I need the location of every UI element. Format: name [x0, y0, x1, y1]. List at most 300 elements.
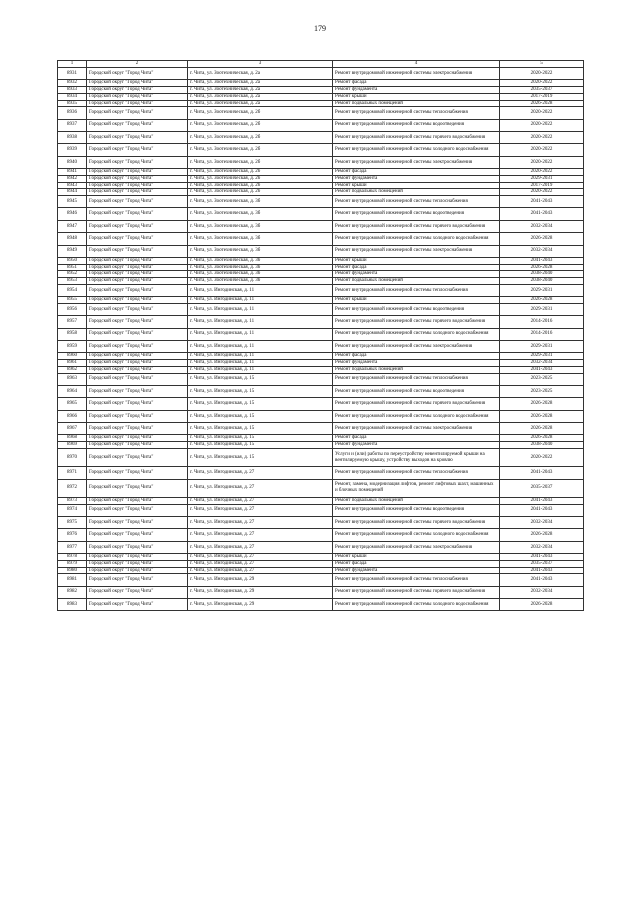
period-cell: 2038-2040: [500, 271, 584, 278]
repair-schedule-table: [57, 60, 584, 611]
column-header-4: 4: [333, 61, 500, 68]
period-cell: 2041-2043: [500, 257, 584, 264]
work-type-cell: Ремонт крыши: [333, 257, 500, 264]
table-row: [58, 479, 584, 497]
address-cell: г. Чита, ул. Ингодинская, д. 27: [188, 504, 333, 516]
municipality-cell: Городской округ "Город Чита": [87, 284, 188, 296]
address-cell: г. Чита, ул. Ингодинская, д. 27: [188, 529, 333, 541]
period-cell: 2032-2034: [500, 586, 584, 598]
table-row: [58, 257, 584, 264]
address-cell: г. Чита, ул. Ингодинская, д. 15: [188, 448, 333, 466]
table-row: [58, 423, 584, 435]
work-type-cell: Ремонт внутридомовой инженерной системы теплоснабжения: [333, 195, 500, 207]
address-cell: г. Чита, ул. Зоотехническая, д. 2а: [188, 100, 333, 107]
work-type-cell: Ремонт подвальных помещений: [333, 189, 500, 196]
table-row: [58, 169, 584, 176]
period-cell: 2026-2028: [500, 599, 584, 611]
table-row: [58, 100, 584, 107]
table-row: [58, 144, 584, 156]
municipality-cell: Городской округ "Город Чита": [87, 233, 188, 245]
row-number-cell: 8936: [58, 107, 87, 119]
address-cell: г. Чита, ул. Зоотехническая, д. 3б: [188, 257, 333, 264]
table-row: [58, 316, 584, 328]
table-header: [58, 61, 584, 68]
row-number-cell: 8957: [58, 316, 87, 328]
municipality-cell: Городской округ "Город Чита": [87, 264, 188, 271]
municipality-cell: Городской округ "Город Чита": [87, 541, 188, 553]
address-cell: г. Чита, ул. Зоотехническая, д. 2а: [188, 80, 333, 87]
table-row: [58, 410, 584, 422]
address-cell: г. Чита, ул. Ингодинская, д. 27: [188, 467, 333, 479]
address-cell: г. Чита, ул. Ингодинская, д. 11: [188, 341, 333, 353]
municipality-cell: Городской округ "Город Чита": [87, 479, 188, 497]
work-type-cell: Ремонт внутридомовой инженерной системы теплоснабжения: [333, 107, 500, 119]
address-cell: г. Чита, ул. Зоотехническая, д. 2б: [188, 107, 333, 119]
address-cell: г. Чита, ул. Ингодинская, д. 15: [188, 423, 333, 435]
table-row: [58, 264, 584, 271]
period-cell: 2032-2034: [500, 360, 584, 367]
table-row: [58, 328, 584, 340]
row-number-cell: 8933: [58, 87, 87, 94]
address-cell: г. Чита, ул. Зоотехническая, д. 2а: [188, 87, 333, 94]
row-number-cell: 8941: [58, 169, 87, 176]
table-row: [58, 398, 584, 410]
table-row: [58, 353, 584, 360]
table-row: [58, 208, 584, 220]
work-type-cell: Ремонт внутридомовой инженерной системы горячего водоснабжения: [333, 516, 500, 528]
municipality-cell: Городской округ "Город Чита": [87, 341, 188, 353]
column-header-3: 3: [188, 61, 333, 68]
address-cell: г. Чита, ул. Зоотехническая, д. 2а: [188, 93, 333, 100]
period-cell: 2035-2037: [500, 560, 584, 567]
row-number-cell: 8964: [58, 385, 87, 397]
address-cell: г. Чита, ул. Зоотехническая, д. 2б: [188, 189, 333, 196]
row-number-cell: 8940: [58, 156, 87, 168]
period-cell: 2041-2043: [500, 554, 584, 561]
municipality-cell: Городской округ "Город Чита": [87, 131, 188, 143]
work-type-cell: Ремонт внутридомовой инженерной системы водоотведения: [333, 504, 500, 516]
row-number-cell: 8931: [58, 68, 87, 80]
period-cell: 2026-2028: [500, 410, 584, 422]
work-type-cell: Ремонт внутридомовой инженерной системы холодного водоснабжения: [333, 529, 500, 541]
address-cell: г. Чита, ул. Ингодинская, д. 15: [188, 410, 333, 422]
work-type-cell: Ремонт внутридомовой инженерной системы электроснабжения: [333, 68, 500, 80]
column-header-5: 5: [500, 61, 584, 68]
work-type-cell: Ремонт внутридомовой инженерной системы электроснабжения: [333, 341, 500, 353]
address-cell: г. Чита, ул. Ингодинская, д. 15: [188, 435, 333, 442]
period-cell: 2017-2019: [500, 182, 584, 189]
municipality-cell: Городской округ "Город Чита": [87, 467, 188, 479]
municipality-cell: Городской округ "Город Чита": [87, 87, 188, 94]
period-cell: 2014-2016: [500, 316, 584, 328]
address-cell: г. Чита, ул. Зоотехническая, д. 2б: [188, 169, 333, 176]
row-number-cell: 8934: [58, 93, 87, 100]
period-cell: 2026-2028: [500, 435, 584, 442]
table-row: [58, 435, 584, 442]
page-number: 179: [314, 24, 326, 33]
work-type-cell: Ремонт фасада: [333, 80, 500, 87]
work-type-cell: Ремонт подвальных помещений: [333, 100, 500, 107]
municipality-cell: Городской округ "Город Чита": [87, 271, 188, 278]
address-cell: г. Чита, ул. Ингодинская, д. 27: [188, 567, 333, 574]
row-number-cell: 8932: [58, 80, 87, 87]
period-cell: 2038-2040: [500, 442, 584, 449]
table-row: [58, 373, 584, 385]
municipality-cell: Городской округ "Город Чита": [87, 360, 188, 367]
period-cell: 2020-2022: [500, 119, 584, 131]
period-cell: 2014-2016: [500, 328, 584, 340]
work-type-cell: Ремонт крыши: [333, 554, 500, 561]
municipality-cell: Городской округ "Город Чита": [87, 554, 188, 561]
row-number-cell: 8970: [58, 448, 87, 466]
row-number-cell: 8977: [58, 541, 87, 553]
table-row: [58, 599, 584, 611]
row-number-cell: 8945: [58, 195, 87, 207]
work-type-cell: Ремонт внутридомовой инженерной системы горячего водоснабжения: [333, 398, 500, 410]
row-number-cell: 8968: [58, 435, 87, 442]
address-cell: г. Чита, ул. Зоотехническая, д. 2б: [188, 119, 333, 131]
work-type-cell: Ремонт фасада: [333, 264, 500, 271]
table-row: [58, 366, 584, 373]
municipality-cell: Городской округ "Город Чита": [87, 297, 188, 304]
period-cell: 2026-2028: [500, 398, 584, 410]
address-cell: г. Чита, ул. Зоотехническая, д. 3б: [188, 245, 333, 257]
row-number-cell: 8962: [58, 366, 87, 373]
table-row: [58, 360, 584, 367]
row-number-cell: 8974: [58, 504, 87, 516]
work-type-cell: Ремонт фундамента: [333, 442, 500, 449]
row-number-cell: 8948: [58, 233, 87, 245]
period-cell: 2032-2034: [500, 516, 584, 528]
address-cell: г. Чита, ул. Ингодинская, д. 11: [188, 328, 333, 340]
address-cell: г. Чита, ул. Ингодинская, д. 29: [188, 586, 333, 598]
municipality-cell: Городской округ "Город Чита": [87, 448, 188, 466]
table-row: [58, 303, 584, 315]
address-cell: г. Чита, ул. Ингодинская, д. 11: [188, 353, 333, 360]
address-cell: г. Чита, ул. Зоотехническая, д. 2б: [188, 131, 333, 143]
municipality-cell: Городской округ "Город Чита": [87, 366, 188, 373]
row-number-cell: 8960: [58, 353, 87, 360]
table-row: [58, 442, 584, 449]
table-row: [58, 119, 584, 131]
column-header-1: 1: [58, 61, 87, 68]
work-type-cell: Ремонт фундамента: [333, 360, 500, 367]
period-cell: 2020-2022: [500, 189, 584, 196]
address-cell: г. Чита, ул. Ингодинская, д. 15: [188, 385, 333, 397]
period-cell: 2020-2022: [500, 107, 584, 119]
table-row: [58, 504, 584, 516]
address-cell: г. Чита, ул. Зоотехническая, д. 2б: [188, 156, 333, 168]
period-cell: 2041-2043: [500, 195, 584, 207]
municipality-cell: Городской округ "Город Чита": [87, 100, 188, 107]
work-type-cell: Ремонт внутридомовой инженерной системы холодного водоснабжения: [333, 410, 500, 422]
period-cell: 2023-2025: [500, 373, 584, 385]
work-type-cell: Ремонт подвальных помещений: [333, 278, 500, 285]
row-number-cell: 8969: [58, 442, 87, 449]
table-row: [58, 297, 584, 304]
municipality-cell: Городской округ "Город Чита": [87, 599, 188, 611]
row-number-cell: 8979: [58, 560, 87, 567]
address-cell: г. Чита, ул. Зоотехническая, д. 2б: [188, 182, 333, 189]
municipality-cell: Городской округ "Город Чита": [87, 195, 188, 207]
work-type-cell: Ремонт фундамента: [333, 87, 500, 94]
municipality-cell: Городской округ "Город Чита": [87, 144, 188, 156]
table-row: [58, 385, 584, 397]
table-row: [58, 554, 584, 561]
table-row: [58, 560, 584, 567]
address-cell: г. Чита, ул. Зоотехническая, д. 2б: [188, 175, 333, 182]
period-cell: 2029-2031: [500, 284, 584, 296]
address-cell: г. Чита, ул. Ингодинская, д. 11: [188, 297, 333, 304]
row-number-cell: 8952: [58, 271, 87, 278]
work-type-cell: Ремонт фасада: [333, 560, 500, 567]
header-row: [58, 61, 584, 68]
municipality-cell: Городской округ "Город Чита": [87, 529, 188, 541]
period-cell: 2035-2037: [500, 479, 584, 497]
address-cell: г. Чита, ул. Зоотехническая, д. 3б: [188, 264, 333, 271]
table-row: [58, 574, 584, 586]
table-row: [58, 220, 584, 232]
period-cell: 2020-2022: [500, 80, 584, 87]
address-cell: г. Чита, ул. Зоотехническая, д. 3б: [188, 208, 333, 220]
municipality-cell: Городской округ "Город Чита": [87, 107, 188, 119]
municipality-cell: Городской округ "Город Чита": [87, 504, 188, 516]
row-number-cell: 8956: [58, 303, 87, 315]
period-cell: 2032-2034: [500, 541, 584, 553]
period-cell: 2041-2043: [500, 366, 584, 373]
work-type-cell: Ремонт подвальных помещений: [333, 366, 500, 373]
row-number-cell: 8961: [58, 360, 87, 367]
municipality-cell: Городской округ "Город Чита": [87, 182, 188, 189]
period-cell: 2020-2022: [500, 131, 584, 143]
period-cell: 2041-2043: [500, 497, 584, 504]
work-type-cell: Ремонт крыши: [333, 93, 500, 100]
municipality-cell: Городской округ "Город Чита": [87, 442, 188, 449]
period-cell: 2032-2034: [500, 245, 584, 257]
row-number-cell: 8944: [58, 189, 87, 196]
municipality-cell: Городской округ "Город Чита": [87, 574, 188, 586]
municipality-cell: Городской округ "Город Чита": [87, 189, 188, 196]
work-type-cell: Ремонт внутридомовой инженерной системы холодного водоснабжения: [333, 599, 500, 611]
work-type-cell: Ремонт фасада: [333, 435, 500, 442]
address-cell: г. Чита, ул. Ингодинская, д. 11: [188, 360, 333, 367]
period-cell: 2029-2031: [500, 303, 584, 315]
address-cell: г. Чита, ул. Ингодинская, д. 11: [188, 284, 333, 296]
period-cell: 2026-2028: [500, 297, 584, 304]
work-type-cell: Ремонт фасада: [333, 169, 500, 176]
municipality-cell: Городской округ "Город Чита": [87, 80, 188, 87]
row-number-cell: 8946: [58, 208, 87, 220]
municipality-cell: Городской округ "Город Чита": [87, 586, 188, 598]
row-number-cell: 8955: [58, 297, 87, 304]
address-cell: г. Чита, ул. Зоотехническая, д. 3б: [188, 278, 333, 285]
municipality-cell: Городской округ "Город Чита": [87, 398, 188, 410]
row-number-cell: 8967: [58, 423, 87, 435]
period-cell: 2020-2022: [500, 448, 584, 466]
work-type-cell: Ремонт внутридомовой инженерной системы горячего водоснабжения: [333, 586, 500, 598]
work-type-cell: Услуги и (или) работы по переустройству невентилируемой крыши на вентилируемую крышу, устройству выходов на кровлю: [333, 448, 500, 466]
municipality-cell: Городской округ "Город Чита": [87, 435, 188, 442]
municipality-cell: Городской округ "Город Чита": [87, 93, 188, 100]
row-number-cell: 8943: [58, 182, 87, 189]
work-type-cell: Ремонт внутридомовой инженерной системы горячего водоснабжения: [333, 220, 500, 232]
municipality-cell: Городской округ "Город Чита": [87, 410, 188, 422]
row-number-cell: 8958: [58, 328, 87, 340]
municipality-cell: Городской округ "Город Чита": [87, 278, 188, 285]
table-row: [58, 271, 584, 278]
municipality-cell: Городской округ "Город Чита": [87, 245, 188, 257]
work-type-cell: Ремонт внутридомовой инженерной системы водоотведения: [333, 119, 500, 131]
period-cell: 2020-2022: [500, 68, 584, 80]
municipality-cell: Городской округ "Город Чита": [87, 156, 188, 168]
table-row: [58, 93, 584, 100]
table-row: [58, 284, 584, 296]
row-number-cell: 8949: [58, 245, 87, 257]
table-row: [58, 497, 584, 504]
work-type-cell: Ремонт фасада: [333, 353, 500, 360]
table-row: [58, 80, 584, 87]
work-type-cell: Ремонт крыши: [333, 297, 500, 304]
table-row: [58, 131, 584, 143]
period-cell: 2035-2037: [500, 87, 584, 94]
table-row: [58, 448, 584, 466]
work-type-cell: Ремонт внутридомовой инженерной системы теплоснабжения: [333, 284, 500, 296]
table-row: [58, 586, 584, 598]
period-cell: 2023-2025: [500, 385, 584, 397]
table-row: [58, 107, 584, 119]
row-number-cell: 8972: [58, 479, 87, 497]
period-cell: 2038-2040: [500, 278, 584, 285]
row-number-cell: 8959: [58, 341, 87, 353]
row-number-cell: 8939: [58, 144, 87, 156]
address-cell: г. Чита, ул. Ингодинская, д. 15: [188, 442, 333, 449]
address-cell: г. Чита, ул. Зоотехническая, д. 3б: [188, 195, 333, 207]
address-cell: г. Чита, ул. Ингодинская, д. 11: [188, 303, 333, 315]
address-cell: г. Чита, ул. Ингодинская, д. 11: [188, 316, 333, 328]
municipality-cell: Городской округ "Город Чита": [87, 497, 188, 504]
row-number-cell: 8938: [58, 131, 87, 143]
table-row: [58, 189, 584, 196]
work-type-cell: Ремонт внутридомовой инженерной системы электроснабжения: [333, 156, 500, 168]
period-cell: 2026-2028: [500, 233, 584, 245]
table-row: [58, 541, 584, 553]
work-type-cell: Ремонт подвальных помещений: [333, 497, 500, 504]
period-cell: 2032-2034: [500, 220, 584, 232]
municipality-cell: Городской округ "Город Чита": [87, 257, 188, 264]
work-type-cell: Ремонт внутридомовой инженерной системы теплоснабжения: [333, 574, 500, 586]
period-cell: 2020-2022: [500, 156, 584, 168]
municipality-cell: Городской округ "Город Чита": [87, 303, 188, 315]
period-cell: 2041-2043: [500, 504, 584, 516]
row-number-cell: 8951: [58, 264, 87, 271]
municipality-cell: Городской округ "Город Чита": [87, 169, 188, 176]
work-type-cell: Ремонт внутридомовой инженерной системы холодного водоснабжения: [333, 144, 500, 156]
row-number-cell: 8935: [58, 100, 87, 107]
row-number-cell: 8975: [58, 516, 87, 528]
address-cell: г. Чита, ул. Ингодинская, д. 29: [188, 574, 333, 586]
address-cell: г. Чита, ул. Ингодинская, д. 29: [188, 599, 333, 611]
row-number-cell: 8965: [58, 398, 87, 410]
table-row: [58, 341, 584, 353]
period-cell: 2020-2022: [500, 144, 584, 156]
row-number-cell: 8973: [58, 497, 87, 504]
municipality-cell: Городской округ "Город Чита": [87, 68, 188, 80]
municipality-cell: Городской округ "Город Чита": [87, 119, 188, 131]
table-row: [58, 516, 584, 528]
period-cell: 2041-2043: [500, 574, 584, 586]
municipality-cell: Городской округ "Город Чита": [87, 328, 188, 340]
table-row: [58, 245, 584, 257]
row-number-cell: 8937: [58, 119, 87, 131]
period-cell: 2029-2031: [500, 353, 584, 360]
address-cell: г. Чита, ул. Зоотехническая, д. 2б: [188, 144, 333, 156]
row-number-cell: 8947: [58, 220, 87, 232]
row-number-cell: 8983: [58, 599, 87, 611]
municipality-cell: Городской округ "Город Чита": [87, 516, 188, 528]
work-type-cell: Ремонт внутридомовой инженерной системы теплоснабжения: [333, 373, 500, 385]
period-cell: 2026-2028: [500, 264, 584, 271]
address-cell: г. Чита, ул. Ингодинская, д. 15: [188, 398, 333, 410]
table-row: [58, 567, 584, 574]
address-cell: г. Чита, ул. Ингодинская, д. 27: [188, 516, 333, 528]
work-type-cell: Ремонт фундамента: [333, 567, 500, 574]
work-type-cell: Ремонт внутридомовой инженерной системы электроснабжения: [333, 245, 500, 257]
municipality-cell: Городской округ "Город Чита": [87, 353, 188, 360]
work-type-cell: Ремонт фундамента: [333, 175, 500, 182]
row-number-cell: 8978: [58, 554, 87, 561]
work-type-cell: Ремонт внутридомовой инженерной системы электроснабжения: [333, 423, 500, 435]
table-row: [58, 182, 584, 189]
period-cell: 2041-2043: [500, 208, 584, 220]
address-cell: г. Чита, ул. Ингодинская, д. 27: [188, 560, 333, 567]
address-cell: г. Чита, ул. Ингодинская, д. 27: [188, 479, 333, 497]
address-cell: г. Чита, ул. Ингодинская, д. 11: [188, 366, 333, 373]
period-cell: 2041-2043: [500, 567, 584, 574]
period-cell: 2026-2028: [500, 100, 584, 107]
column-header-2: 2: [87, 61, 188, 68]
row-number-cell: 8982: [58, 586, 87, 598]
address-cell: г. Чита, ул. Зоотехническая, д. 3б: [188, 233, 333, 245]
row-number-cell: 8966: [58, 410, 87, 422]
work-type-cell: Ремонт крыши: [333, 182, 500, 189]
address-cell: г. Чита, ул. Зоотехническая, д. 3б: [188, 271, 333, 278]
work-type-cell: Ремонт, замена, модернизация лифтов, ремонт лифтовых шахт, машинных и блочных помещений: [333, 479, 500, 497]
address-cell: г. Чита, ул. Ингодинская, д. 27: [188, 541, 333, 553]
address-cell: г. Чита, ул. Зоотехническая, д. 3б: [188, 220, 333, 232]
work-type-cell: Ремонт внутридомовой инженерной системы водоотведения: [333, 303, 500, 315]
address-cell: г. Чита, ул. Ингодинская, д. 27: [188, 497, 333, 504]
table-row: [58, 529, 584, 541]
work-type-cell: Ремонт внутридомовой инженерной системы электроснабжения: [333, 541, 500, 553]
period-cell: 2041-2043: [500, 467, 584, 479]
table-row: [58, 278, 584, 285]
period-cell: 2020-2022: [500, 169, 584, 176]
period-cell: 2026-2028: [500, 529, 584, 541]
period-cell: 2017-2019: [500, 93, 584, 100]
municipality-cell: Городской округ "Город Чита": [87, 220, 188, 232]
work-type-cell: Ремонт внутридомовой инженерной системы водоотведения: [333, 385, 500, 397]
municipality-cell: Городской округ "Город Чита": [87, 208, 188, 220]
address-cell: г. Чита, ул. Ингодинская, д. 27: [188, 554, 333, 561]
work-type-cell: Ремонт внутридомовой инженерной системы теплоснабжения: [333, 467, 500, 479]
work-type-cell: Ремонт внутридомовой инженерной системы холодного водоснабжения: [333, 328, 500, 340]
row-number-cell: 8963: [58, 373, 87, 385]
table-row: [58, 87, 584, 94]
row-number-cell: 8953: [58, 278, 87, 285]
municipality-cell: Городской округ "Город Чита": [87, 316, 188, 328]
table-row: [58, 175, 584, 182]
row-number-cell: 8981: [58, 574, 87, 586]
